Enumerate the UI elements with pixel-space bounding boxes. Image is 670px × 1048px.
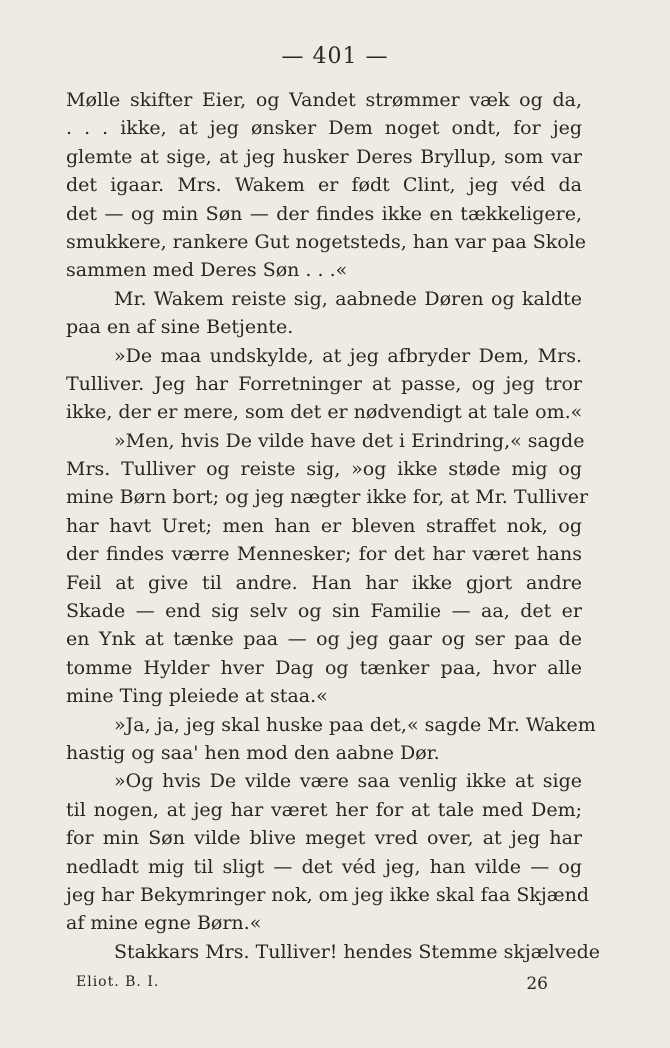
text-line: Skade — end sig selv og sin Familie — aa, det er <box>66 600 582 623</box>
sheet-number: 26 <box>526 974 548 994</box>
text-line: »De maa undskylde, at jeg afbryder Dem, Mrs. <box>114 344 582 367</box>
text-line: Tulliver. Jeg har Forretninger at passe, og jeg tror <box>66 372 582 395</box>
text-line: nedladt mig til sligt — det véd jeg, han vilde — og <box>66 855 582 878</box>
text-line: har havt Uret; men han er bleven straffet nok, og <box>66 514 582 537</box>
body-text <box>66 86 601 966</box>
text-line: . . . ikke, at jeg ønsker Dem noget ondt, for jeg <box>66 117 582 140</box>
text-line: Mrs. Tulliver og reiste sig, »og ikke støde mig og <box>66 458 582 481</box>
text-line: det igaar. Mrs. Wakem er født Clint, jeg véd da <box>66 174 582 197</box>
signature-mark: Eliot. B. I. <box>76 974 160 990</box>
text-line: Stakkars Mrs. Tulliver! hendes Stemme skjælvede <box>114 940 601 963</box>
text-line: af mine egne Børn.« <box>66 912 262 935</box>
text-line: det — og min Søn — der findes ikke en tækkeligere, <box>66 202 582 225</box>
text-line: »Ja, ja, jeg skal huske paa det,« sagde Mr. Wakem <box>114 713 596 736</box>
text-line: »Men, hvis De vilde have det i Erindring,« sagde <box>114 429 585 452</box>
text-line: jeg har Bekymringer nok, om jeg ikke skal faa Skjænd <box>66 883 590 906</box>
text-line: Mr. Wakem reiste sig, aabnede Døren og kaldte <box>114 287 582 310</box>
text-line: der findes værre Mennesker; for det har været hans <box>66 543 582 566</box>
text-line: smukkere, rankere Gut nogetsteds, han var paa Skole <box>66 230 587 253</box>
page-number: — 401 — <box>281 44 389 69</box>
text-line: »Og hvis De vilde være saa venlig ikke at sige <box>114 770 582 793</box>
text-line: hastig og saa' hen mod den aabne Dør. <box>66 741 440 764</box>
text-line: mine Børn bort; og jeg nægter ikke for, at Mr. Tulliver <box>66 486 589 509</box>
page-footer <box>76 974 548 994</box>
text-line: paa en af sine Betjente. <box>66 316 294 339</box>
text-line: Feil at give til andre. Han har ikke gjort andre <box>66 571 582 594</box>
text-line: for min Søn vilde blive meget vred over, at jeg har <box>66 827 582 850</box>
text-line: til nogen, at jeg har været her for at tale med Dem; <box>66 798 582 821</box>
text-line: tomme Hylder hver Dag og tænker paa, hvor alle <box>66 656 582 679</box>
text-line: glemte at sige, at jeg husker Deres Bryllup, som var <box>66 145 582 168</box>
text-line: mine Ting pleiede at staa.« <box>66 685 328 708</box>
text-line: Mølle skifter Eier, og Vandet strømmer væk og da, <box>66 89 582 111</box>
text-line: ikke, der er mere, som det er nødvendigt at tale om.« <box>66 401 583 424</box>
text-line: en Ynk at tænke paa — og jeg gaar og ser paa de <box>66 628 582 651</box>
text-line: sammen med Deres Søn . . .« <box>66 259 348 282</box>
